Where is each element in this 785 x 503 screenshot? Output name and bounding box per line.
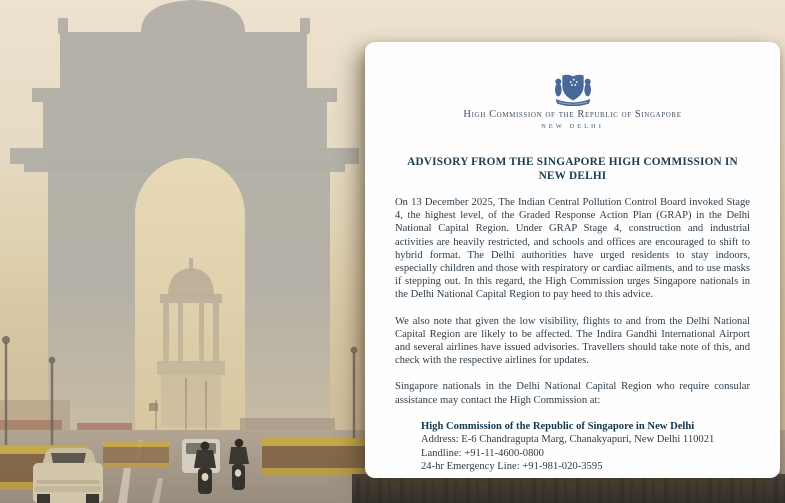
- letterhead: [395, 72, 750, 131]
- contact-emergency-line: 24-hr Emergency Line: +91-981-020-3595: [421, 461, 603, 473]
- singapore-coat-of-arms-icon: [553, 72, 593, 106]
- advisory-paragraph-1: On 13 December 2025, The Indian Central Pollution Control Board invoked Stage 4, the highest level, of the Graded Response Action Plan (GRAP) in the Delhi National Capital Region. Under GRAP Stage 4, construction and industrial activities are heavily restricted, and schools and offices are encouraged to shift to hybrid format. The Delhi authorities have urged residents to stay indoors, especially children and those with respiratory or cardiac ailments, and to use masks if stepping out. In this regard, the High Commission urges Singapore nationals in the Delhi National Capital Region to pay heed to this advice.: [395, 197, 750, 301]
- advisory-paragraph-2: We also note that given the low visibility, flights to and from the Delhi National Capital Region are likely to be affected. The Indira Gandhi International Airport and several airlines have issued advisories. Travellers should take note of this, and check with the respective airlines for updates.: [395, 315, 750, 367]
- advisory-document: [365, 42, 780, 478]
- dark-roadside: [352, 474, 785, 503]
- contact-block: [395, 420, 750, 474]
- contact-address: Address: E-6 Chandragupta Marg, Chanakyapuri, New Delhi 110021: [421, 434, 715, 446]
- advisory-paragraph-3: Singapore nationals in the Delhi National Capital Region who require consular assistance may contact the High Commission at:: [395, 381, 750, 406]
- contact-name: High Commission of the Republic of Singapore in New Delhi: [421, 420, 695, 432]
- barricade-center: [103, 441, 169, 468]
- advisory-title: ADVISORY FROM THE SINGAPORE HIGH COMMISSION IN NEW DELHI: [407, 156, 738, 182]
- letterhead-org-name: High Commission of the Republic of Singapore: [463, 109, 682, 120]
- contact-landline: Landline: +91-11-4600-0800: [421, 447, 544, 459]
- letterhead-location: NEW DELHI: [541, 123, 604, 130]
